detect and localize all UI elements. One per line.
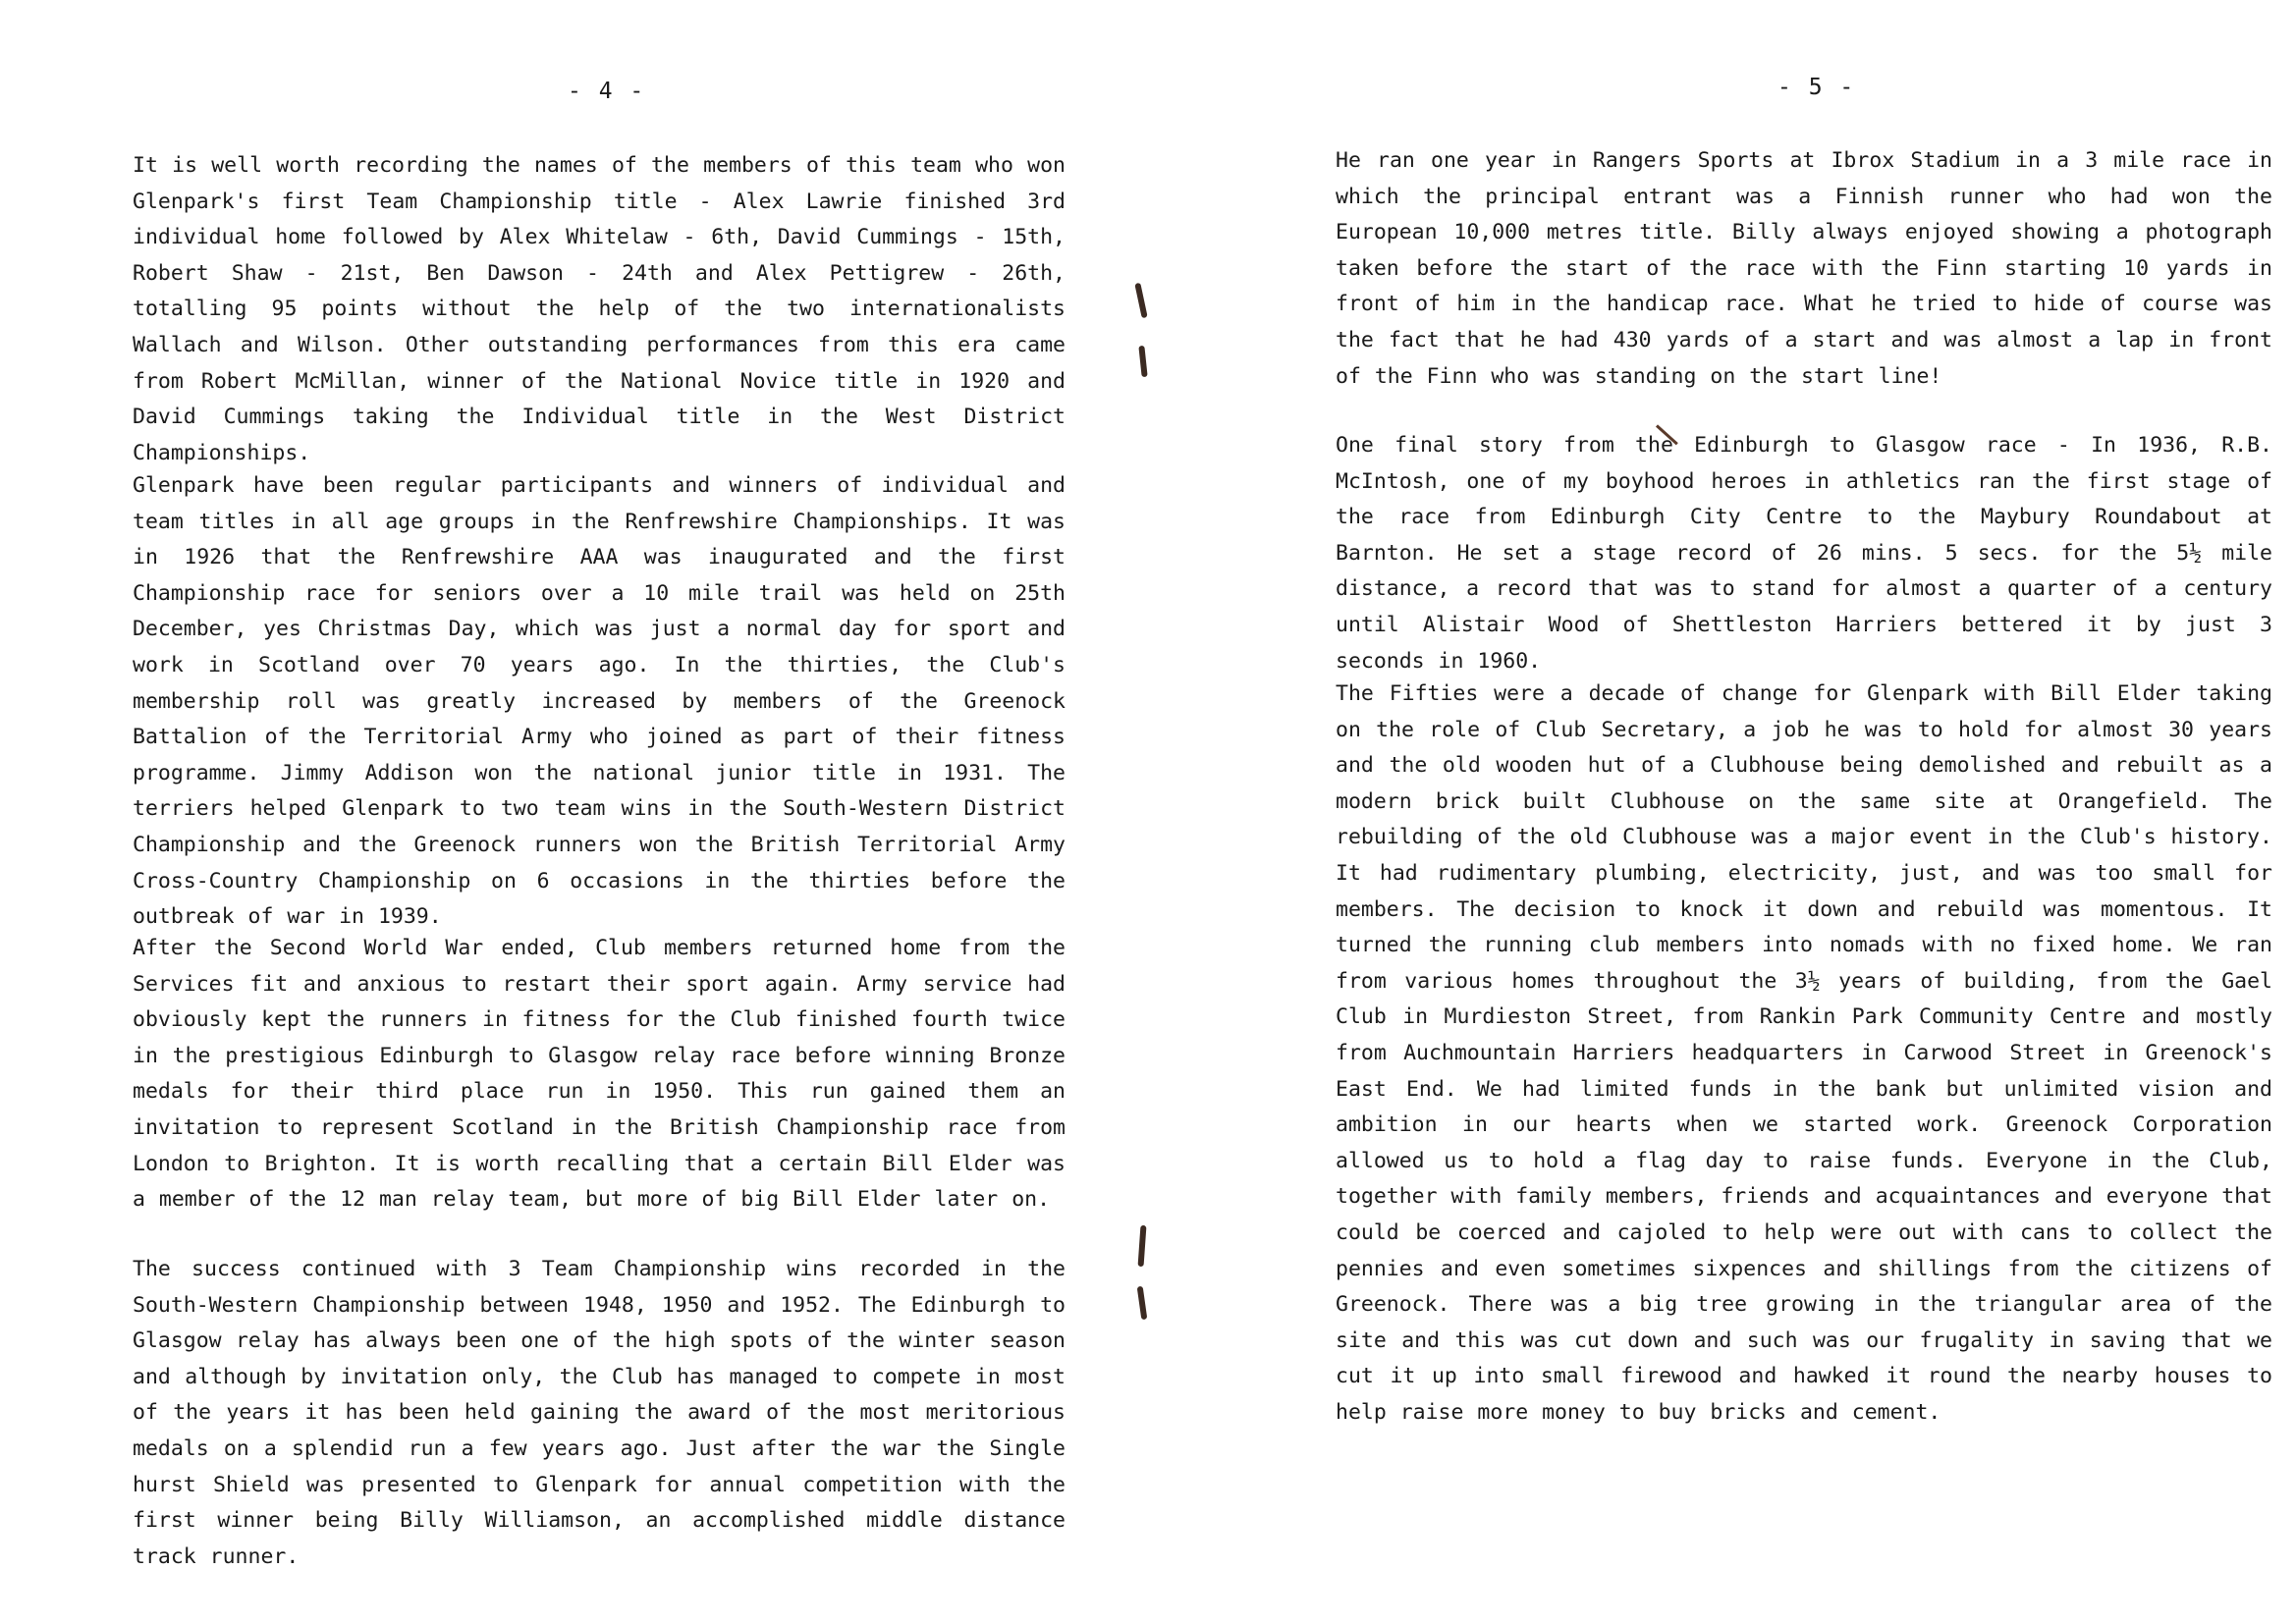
paragraph: He ran one year in Rangers Sports at Ibrox Stadium in a 3 mile race in which the principal entrant was a Finnish runner who had won the European 10,000 metres title. Billy always enjoyed showing a photograph taken before the start of the race with the Finn starting 10 yards in front of him in the handicap race. What he tried to hide of course was the fact that he had 430 yards of a start and was almost a lap in front of the Finn who was standing on the start line! (1336, 148, 2272, 389)
paragraph: One final story from the Edinburgh to Glasgow race - In 1936, R.B. McIntosh, one of my boyhood heroes in athletics ran the first stage of the race from Edinburgh City Centre to the Maybury Roundabout at Barnton. He set a stage record of 26 mins. 5 secs. for the 5½ mile distance, a record that was to stand for almost a quarter of a century until Alistair Wood of Shettleston Harriers bettered it by just 3 seconds in 1960. (1336, 433, 2272, 674)
paragraph: It is well worth recording the names of the members of this team who won Glenpark's first Team Championship title - Alex Lawrie finished 3rd individual home followed by Alex Whitelaw - 6th, David Cummings - 15th, Robert Shaw - 21st, Ben Dawson - 24th and Alex Pettigrew - 26th, totalling 95 points without the help of the two internationalists Wallach and Wilson. Other outstanding performances from this era came from Robert McMillan, winner of the National Novice title in 1920 and David Cummings taking the Individual title in the West District Championships. (133, 153, 1066, 465)
paragraph: The success continued with 3 Team Championship wins recorded in the South-Western Championship between 1948, 1950 and 1952. The Edinburgh to Glasgow relay has always been one of the high spots of the winter season and although by invitation only, the Club has managed to compete in most of the years it has been held gaining the award of the most meritorious medals on a splendid run a few years ago. Just after the war the Single hurst Shield was presented to Glenpark for annual competition with the first winner being Billy Williamson, an accomplished middle distance track runner. (133, 1257, 1066, 1569)
paragraph: The Fifties were a decade of change for Glenpark with Bill Elder taking on the role of Club Secretary, a job he was to hold for almost 30 years and the old wooden hut of a Clubhouse being demolished and rebuilt as a modern brick built Clubhouse on the same site at Orangefield. The rebuilding of the old Clubhouse was a major event in the Club's history. It had rudimentary plumbing, electricity, just, and was too small for members. The decision to knock it down and rebuild was momentous. It turned the running club members into nomads with no fixed home. We ran from various homes throughout the 3½ years of building, from the Gael Club in Murdieston Street, from Rankin Park Community Centre and mostly from Auchmountain Harriers headquarters in Carwood Street in Greenock's East End. We had limited funds in the bank but unlimited vision and ambition in our hearts when we started work. Greenock Corporation allowed us to hold a flag day to raise funds. Everyone in the Club, together with family members, friends and acquaintances and everyone that could be coerced and cajoled to help were out with cans to collect the pennies and even sometimes sixpences and shillings from the citizens of Greenock. There was a big tree growing in the triangular area of the site and this was cut down and such was our frugality in saving that we cut it up into small firewood and hawked it round the nearby houses to help raise more money to buy bricks and cement. (1336, 681, 2272, 1425)
page-number: - 5 - (1777, 75, 1856, 100)
page-number: - 4 - (568, 79, 646, 104)
paragraph: Glenpark have been regular participants and winners of individual and team titles in all age groups in the Renfrewshire Championships. It was in 1926 that the Renfrewshire AAA was inaugurated and the first Championship race for seniors over a 10 mile trail was held on 25th December, yes Christmas Day, which was just a normal day for sport and work in Scotland over 70 years ago. In the thirties, the Club's membership roll was greatly increased by members of the Greenock Battalion of the Territorial Army who joined as part of their fitness programme. Jimmy Addison won the national junior title in 1931. The terriers helped Glenpark to two team wins in the South-Western District Championship and the Greenock runners won the British Territorial Army Cross-Country Championship on 6 occasions in the thirties before the outbreak of war in 1939. (133, 473, 1066, 930)
page-right (1148, 0, 2296, 1624)
paragraph: After the Second World War ended, Club members returned home from the Services fit and anxious to restart their sport again. Army service had obviously kept the runners in fitness for the Club finished fourth twice in the prestigious Edinburgh to Glasgow relay race before winning Bronze medals for their third place run in 1950. This run gained them an invitation to represent Scotland in the British Championship race from London to Brighton. It is worth recalling that a certain Bill Elder was a member of the 12 man relay team, but more of big Bill Elder later on. (133, 936, 1066, 1213)
